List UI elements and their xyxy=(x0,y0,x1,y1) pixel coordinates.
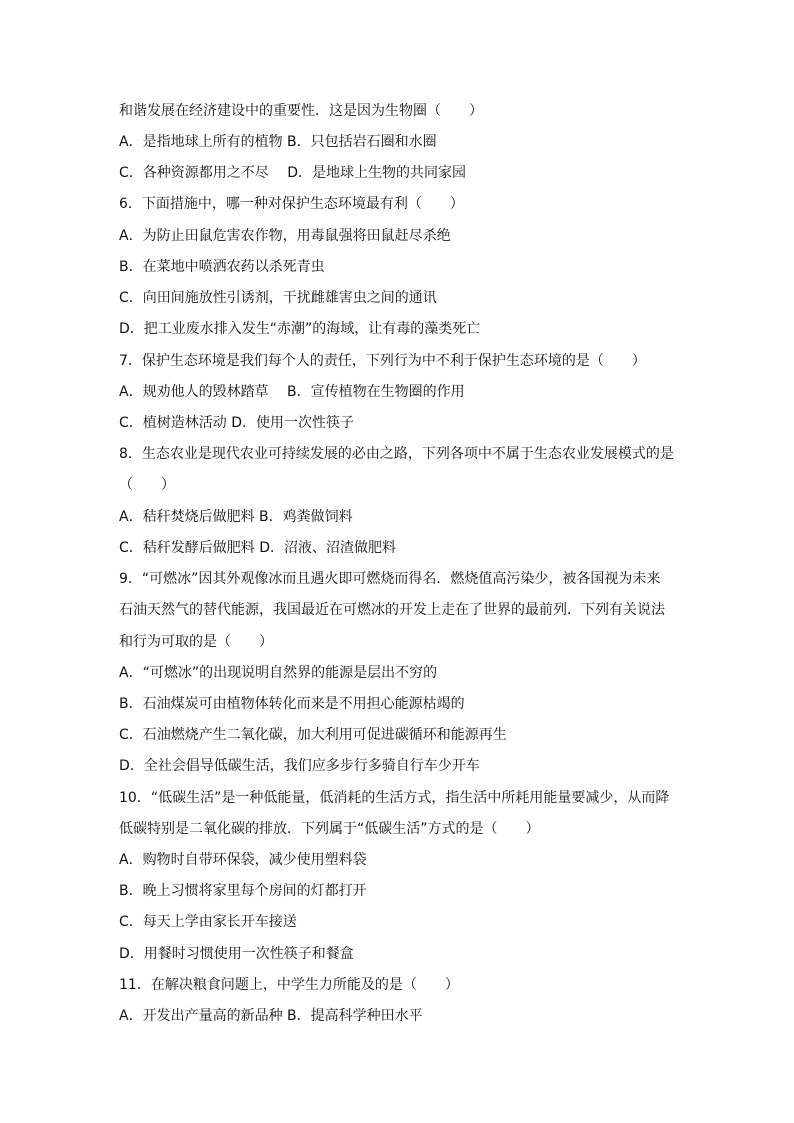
question-10-stem-line-1: 10．“低碳生活”是一种低能量，低消耗的生活方式，指生活中所耗用能量要减少，从而降 xyxy=(119,790,670,806)
question-6-option-c: C．向田间施放性引诱剂，干扰雌雄害虫之间的通讯 xyxy=(119,290,437,306)
question-5-options-ab: A．是指地球上所有的植物 B．只包括岩石圈和水圈 xyxy=(119,134,437,150)
question-9-stem-line-1: 9．“可燃冰”因其外观像冰而且遇火即可燃烧而得名．燃烧值高污染少，被各国视为未来 xyxy=(119,571,661,587)
question-7-options-ab: A．规劝他人的毁林踏草 B．宣传植物在生物圈的作用 xyxy=(119,384,465,400)
question-10-option-b: B．晚上习惯将家里每个房间的灯都打开 xyxy=(119,883,367,899)
question-6-option-a: A．为防止田鼠危害农作物，用毒鼠强将田鼠赶尽杀绝 xyxy=(119,228,451,244)
question-8-stem-bracket: （ ） xyxy=(119,477,175,493)
question-9-option-d: D．全社会倡导低碳生活，我们应多步行多骑自行车少开车 xyxy=(119,758,480,774)
question-11-options-ab: A．开发出产量高的新品种 B．提高科学种田水平 xyxy=(119,1008,423,1024)
question-9-option-b: B．石油煤炭可由植物体转化而来是不用担心能源枯竭的 xyxy=(119,696,465,712)
question-6-option-b: B．在菜地中喷洒农药以杀死青虫 xyxy=(119,259,325,275)
question-6-stem: 6．下面措施中，哪一种对保护生态环境最有利（ ） xyxy=(119,196,464,212)
question-10-option-d: D．用餐时习惯使用一次性筷子和餐盒 xyxy=(119,946,354,962)
question-10-option-a: A．购物时自带环保袋，减少使用塑料袋 xyxy=(119,852,367,868)
question-8-options-ab: A．秸秆焚烧后做肥料 B．鸡粪做饲料 xyxy=(119,509,353,525)
question-10-stem-line-2: 低碳特别是二氧化碳的排放．下列属于“低碳生活”方式的是（ ） xyxy=(119,821,540,837)
question-10-option-c: C．每天上学由家长开车接送 xyxy=(119,914,297,930)
question-9-stem-line-3: 和行为可取的是（ ） xyxy=(119,634,273,650)
question-8-stem: 8．生态农业是现代农业可持续发展的必由之路，下列各项中不属于生态农业发展模式的是 xyxy=(119,446,674,462)
question-6-option-d: D．把工业废水排入发生“赤潮”的海域，让有毒的藻类死亡 xyxy=(119,321,481,337)
question-5-options-cd: C．各种资源都用之不尽 D．是地球上生物的共同家园 xyxy=(119,165,467,181)
question-8-options-cd: C．秸秆发酵后做肥料 D．沼液、沼渣做肥料 xyxy=(119,540,397,556)
question-9-option-a: A．“可燃冰”的出现说明自然界的能源是层出不穷的 xyxy=(119,665,438,681)
question-5-stem-continuation: 和谐发展在经济建设中的重要性．这是因为生物圈（ ） xyxy=(119,103,483,119)
question-7-options-cd: C．植树造林活动 D．使用一次性筷子 xyxy=(119,415,355,431)
question-9-option-c: C．石油燃烧产生二氧化碳，加大利用可促进碳循环和能源再生 xyxy=(119,727,507,743)
question-7-stem: 7．保护生态环境是我们每个人的责任，下列行为中不利于保护生态环境的是（ ） xyxy=(119,353,646,369)
question-11-stem: 11．在解决粮食问题上，中学生力所能及的是（ ） xyxy=(119,977,459,993)
question-9-stem-line-2: 石油天然气的替代能源，我国最近在可燃冰的开发上走在了世界的最前列．下列有关说法 xyxy=(119,602,665,618)
